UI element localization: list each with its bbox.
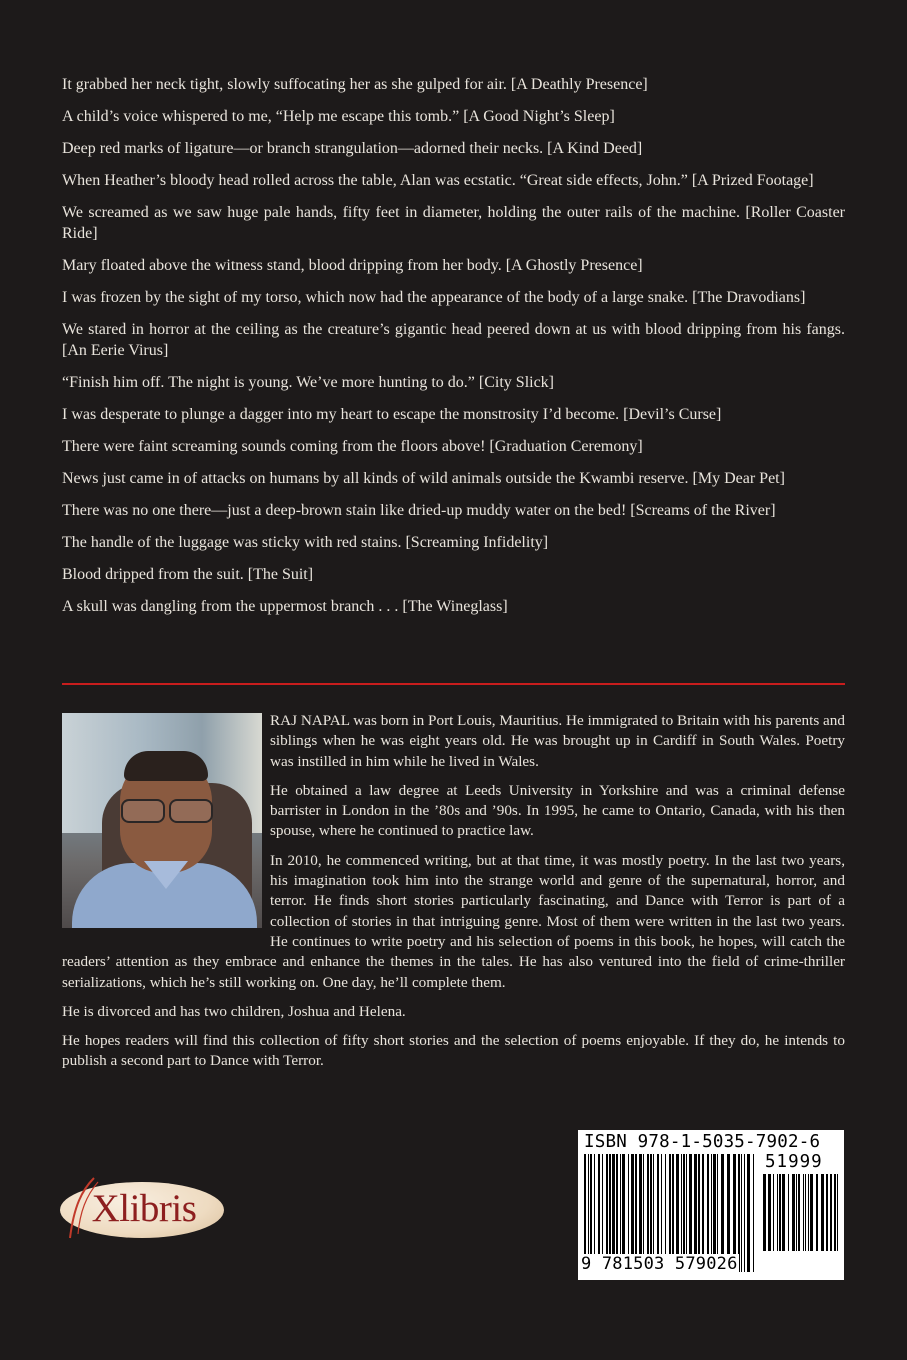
red-divider (62, 683, 845, 685)
quote-item: News just came in of attacks on humans by all kinds of wild animals outside the Kwambi reserve. [My Dear Pet] (62, 470, 785, 487)
quote-item: I was desperate to plunge a dagger into my heart to escape the monstrosity I’d become. [Devil’s Curse] (62, 406, 722, 423)
quote-item: It grabbed her neck tight, slowly suffocating her as she gulped for air. [A Deathly Presence] (62, 76, 648, 93)
ean-number: 9 781503 579026 (581, 1254, 738, 1274)
quote-item: We stared in horror at the ceiling as the creature’s gigantic head peered down at us with blood dripping from his fangs. [An Eerie Virus] (62, 321, 845, 359)
barcode-stripe (808, 1174, 809, 1251)
barcode-stripe (744, 1154, 745, 1272)
quote-item: Mary floated above the witness stand, blood dripping from her body. [A Ghostly Presence] (62, 257, 643, 274)
quote-item: The handle of the luggage was sticky with red stains. [Screaming Infidelity] (62, 534, 549, 551)
barcode-stripe (798, 1174, 800, 1251)
quote-item: A skull was dangling from the uppermost branch . . . [The Wineglass] (62, 598, 508, 615)
barcode-stripe (777, 1174, 778, 1251)
isbn-barcode (578, 1130, 844, 1280)
barcode-stripe (773, 1174, 774, 1251)
barcode-stripe (779, 1174, 781, 1251)
xlibris-logo (60, 1176, 226, 1240)
quote-item: I was frozen by the sight of my torso, which now had the appearance of the body of a large snake. [The Dravodians] (62, 289, 806, 306)
quote-item: There was no one there—just a deep-brown stain like dried-up muddy water on the bed! [Screams of the River] (62, 502, 776, 519)
barcode-stripe (741, 1154, 742, 1272)
barcode-stripe (763, 1174, 766, 1251)
bio-paragraph: In 2010, he commenced writing, but at that time, it was mostly poetry. In the last two years, his imagination took him into the strange world and genre of the supernatural, horror, and terror. He finds short stories particularly fascinating, and Dance with Terror is part of a collection of stories in that intriguing genre. Most of them were written in the last two years. He continues to write poetry and his selection of poems in this book, he hopes, will catch the readers’ attention as they embrace and enhance the themes in the tales. He has also ventured into the field of crime-thriller serializations, which he’s still working on. One day, he’ll complete them. (62, 851, 845, 991)
barcode-stripe (821, 1174, 824, 1251)
author-bio (62, 711, 845, 1081)
barcode-stripe (747, 1154, 750, 1272)
barcode-stripe (830, 1174, 832, 1251)
barcode-stripe (796, 1174, 797, 1251)
barcode-stripe (837, 1174, 838, 1251)
bio-paragraph: RAJ NAPAL was born in Port Louis, Mauritius. He immigrated to Britain with his parents and siblings when he was eight years old. He was brought up in Cardiff in South Wales. Poetry was instilled in him while he lived in Wales. (270, 712, 845, 770)
price-code: 51999 (765, 1152, 823, 1172)
isbn-label: ISBN 978-1-5035-7902-6 (584, 1132, 821, 1152)
quote-list (62, 74, 845, 628)
quote-item: We screamed as we saw huge pale hands, fifty feet in diameter, holding the outer rails of the machine. [Roller Coaster Ride] (62, 204, 845, 242)
publisher-name: Xlibris (91, 1187, 197, 1230)
barcode-stripe (826, 1174, 828, 1251)
author-photo (62, 713, 262, 928)
barcode-stripe (792, 1174, 795, 1251)
quote-item: There were faint screaming sounds coming from the floors above! [Graduation Ceremony] (62, 438, 643, 455)
quote-item: A child’s voice whispered to me, “Help me escape this tomb.” [A Good Night’s Sleep] (62, 108, 615, 125)
bio-paragraph: He obtained a law degree at Leeds University in Yorkshire and was a criminal defense barrister in London in the ’80s and ’90s. In 1995, he came to Ontario, Canada, with his then spouse, where he continued to practice law. (270, 781, 845, 840)
barcode-stripe (803, 1174, 804, 1251)
quote-item: Deep red marks of ligature—or branch strangulation—adorned their necks. [A Kind Deed] (62, 140, 643, 157)
barcode-stripe (768, 1174, 771, 1251)
bio-paragraph: He is divorced and has two children, Joshua and Helena. (62, 1002, 406, 1020)
quote-item: “Finish him off. The night is young. We’ve more hunting to do.” [City Slick] (62, 374, 555, 391)
quote-item: Blood dripped from the suit. [The Suit] (62, 566, 314, 583)
barcode-stripe (834, 1174, 836, 1251)
barcode-stripe (805, 1174, 806, 1251)
barcode-stripe (782, 1174, 785, 1251)
barcode-stripe (810, 1174, 813, 1251)
barcode-stripe (816, 1174, 818, 1251)
barcode-stripe (788, 1174, 789, 1251)
quote-item: When Heather’s bloody head rolled across the table, Alan was ecstatic. “Great side effects, John.” [A Prized Footage] (62, 172, 814, 189)
barcode-stripe (753, 1154, 754, 1272)
bio-paragraph: He hopes readers will find this collection of fifty short stories and the selection of poems enjoyable. If they do, he intends to publish a second part to Dance with Terror. (62, 1032, 845, 1070)
